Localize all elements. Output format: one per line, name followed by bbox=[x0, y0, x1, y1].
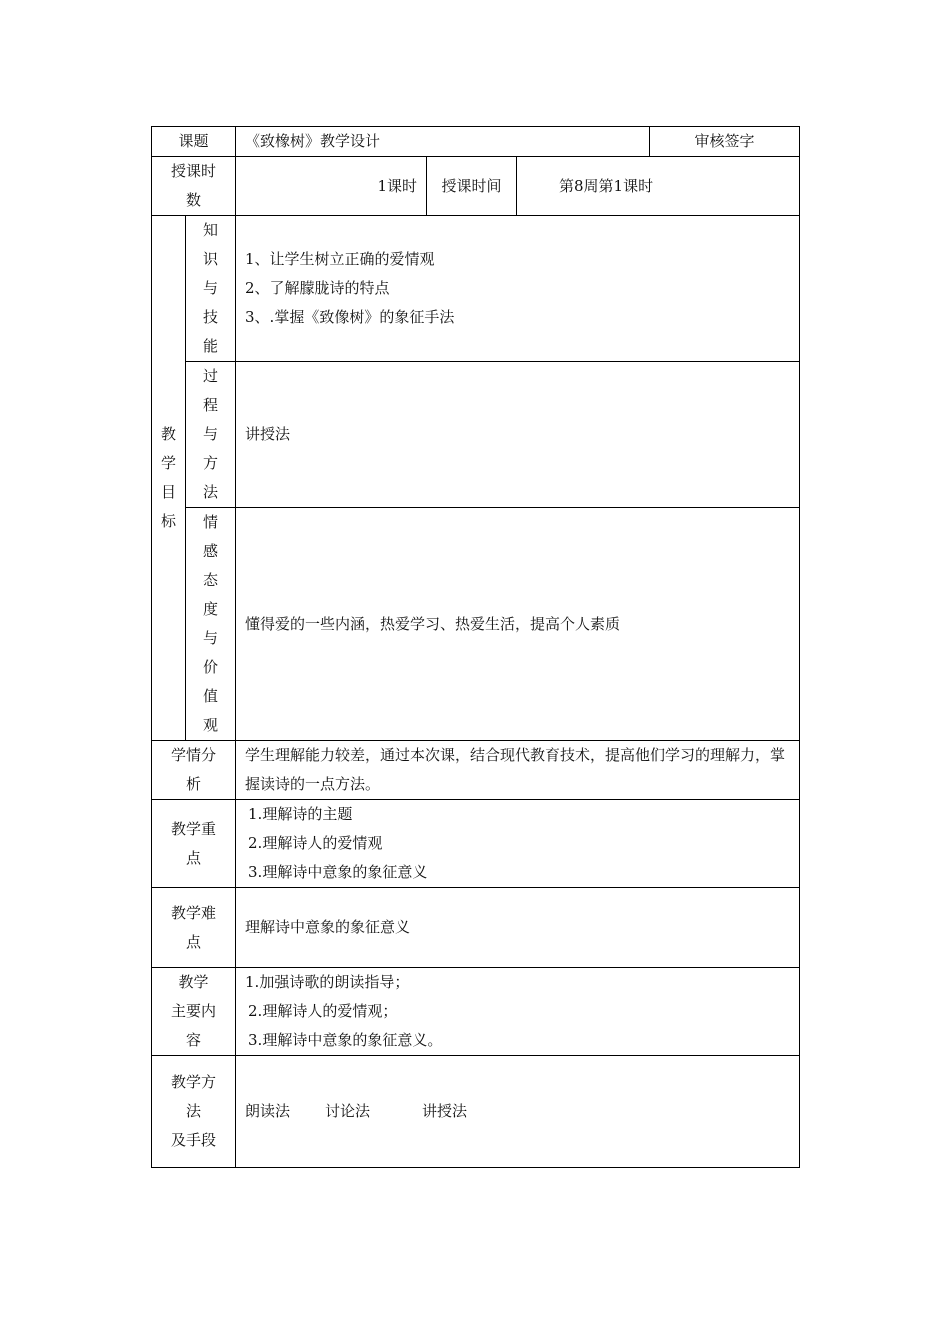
knowledge-label bbox=[186, 216, 236, 362]
lesson-plan-table bbox=[151, 126, 800, 1168]
content-line: 2.理解诗人的爱情观； bbox=[248, 1002, 398, 1020]
method-item: 朗读法 bbox=[245, 1102, 291, 1120]
emotion-row bbox=[152, 508, 800, 741]
analysis-label: 学情分析 bbox=[152, 741, 236, 800]
methods-label bbox=[152, 1056, 236, 1168]
knowledge-label-text: 知识与技能 bbox=[203, 221, 219, 355]
topic-value: 《致橡树》教学设计 bbox=[236, 127, 650, 157]
method-item: 讨论法 bbox=[325, 1102, 371, 1120]
review-signature-label: 审核签字 bbox=[650, 127, 800, 157]
process-row bbox=[152, 362, 800, 508]
key-point-line: 1.理解诗的主题 bbox=[248, 805, 353, 823]
key-point-line: 3.理解诗中意象的象征意义 bbox=[248, 863, 428, 881]
key-points-row bbox=[152, 800, 800, 888]
emotion-label-text: 情感态度与价值观 bbox=[203, 513, 219, 734]
content-line: 1.加强诗歌的朗读指导； bbox=[245, 973, 410, 991]
hours-label: 授课时数 bbox=[152, 157, 236, 216]
knowledge-line: 3、.掌握《致像树》的象征手法 bbox=[245, 308, 455, 326]
process-label bbox=[186, 362, 236, 508]
methods-label-line1: 教学方法 bbox=[171, 1073, 217, 1120]
difficulty-label: 教学难点 bbox=[152, 888, 236, 968]
content-row bbox=[152, 968, 800, 1056]
topic-row bbox=[152, 127, 800, 157]
key-points-content bbox=[236, 800, 800, 888]
hours-row bbox=[152, 157, 800, 216]
knowledge-row bbox=[152, 216, 800, 362]
time-label: 授课时间 bbox=[427, 157, 517, 216]
process-label-text: 过程与方法 bbox=[203, 367, 219, 501]
content-label-line2: 主要内容 bbox=[171, 1002, 217, 1049]
key-points-label: 教学重点 bbox=[152, 800, 236, 888]
goals-label-text: 教学目标 bbox=[161, 425, 177, 530]
difficulty-row bbox=[152, 888, 800, 968]
emotion-label bbox=[186, 508, 236, 741]
knowledge-line: 2、了解朦胧诗的特点 bbox=[245, 279, 390, 297]
knowledge-content bbox=[236, 216, 800, 362]
time-value: 第8周第1课时 bbox=[517, 157, 800, 216]
process-content: 讲授法 bbox=[236, 362, 800, 508]
methods-label-line2: 及手段 bbox=[171, 1131, 217, 1149]
content-label bbox=[152, 968, 236, 1056]
knowledge-line: 1、让学生树立正确的爱情观 bbox=[245, 250, 435, 268]
methods-row bbox=[152, 1056, 800, 1168]
emotion-content: 懂得爱的一些内涵，热爱学习、热爱生活，提高个人素质 bbox=[236, 508, 800, 741]
topic-label: 课题 bbox=[152, 127, 236, 157]
content-content bbox=[236, 968, 800, 1056]
method-item: 讲授法 bbox=[422, 1102, 468, 1120]
hours-value: 1课时 bbox=[236, 157, 427, 216]
difficulty-content: 理解诗中意象的象征意义 bbox=[236, 888, 800, 968]
goals-label bbox=[152, 216, 186, 741]
analysis-content: 学生理解能力较差，通过本次课，结合现代教育技术，提高他们学习的理解力，掌握读诗的一点方法。 bbox=[236, 741, 800, 800]
content-line: 3.理解诗中意象的象征意义。 bbox=[248, 1031, 443, 1049]
content-label-line1: 教学 bbox=[178, 973, 209, 991]
key-point-line: 2.理解诗人的爱情观 bbox=[248, 834, 383, 852]
methods-content bbox=[236, 1056, 800, 1168]
analysis-row bbox=[152, 741, 800, 800]
